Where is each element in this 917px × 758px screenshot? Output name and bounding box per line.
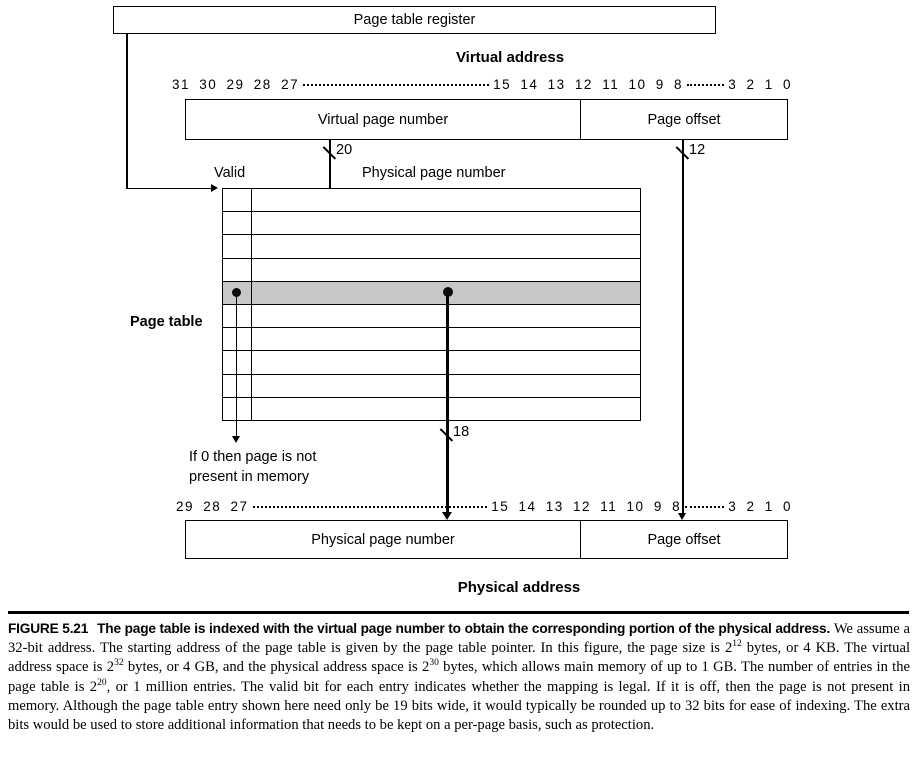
page-table-register-box (113, 6, 716, 34)
valid-bit-line (236, 295, 237, 437)
physical-page-offset-field: Page offset (647, 531, 721, 548)
valid-column-divider (251, 188, 252, 421)
page-table-row (223, 305, 640, 328)
page-table-row-highlighted (223, 282, 640, 305)
vpn-bus-width-label: 20 (336, 142, 353, 158)
figure-caption (8, 619, 910, 735)
virtual-bit-numbers (172, 76, 792, 92)
virtual-page-number-field: Virtual page number (186, 100, 581, 139)
down-arrowhead-icon (678, 513, 686, 520)
physical-page-number-field: Physical page number (186, 521, 581, 558)
page-table-row (223, 259, 640, 282)
virtual-page-offset-field: Page offset (647, 111, 721, 128)
caption-segment: 12 (732, 639, 742, 650)
caption-segment: 30 (429, 658, 439, 669)
physical-bits-high: 29 28 27 (176, 498, 249, 514)
valid-column-label: Valid (214, 165, 246, 181)
dot-leader (303, 84, 489, 86)
physical-address-box (185, 520, 788, 559)
virtual-bits-low: 3 2 1 0 (728, 76, 792, 92)
virtual-address-box (185, 99, 788, 140)
virtual-bits-mid: 15 14 13 12 11 10 9 8 (493, 76, 683, 92)
caption-divider-rule (8, 611, 909, 614)
page-table-row (223, 212, 640, 235)
register-connector-vertical-line (126, 34, 128, 189)
caption-segment: bytes, which allows main memory of up to 1 GB. The number of entries in the page table is 2 (8, 659, 911, 695)
ppn-bus-width-label: 18 (453, 424, 470, 440)
page-table-row (223, 189, 640, 212)
virtual-bits-high: 31 30 29 28 27 (172, 76, 300, 92)
caption-segment: 32 (114, 658, 124, 669)
caption-segment: bytes, or 4 KB. The virtual address space is 2 (8, 640, 910, 676)
caption-segment: , or 1 million entries. The valid bit for each entry indicates whether the mapping is legal. If it is off, then the page is not present in memory. Although the page table entry shown here need only be 19 bits wide, it would typically be rounded up to 32 bits for ease of indexing. The extra bits would be used to store additional information that needs to be kept on a per-page basis, such as protection. (8, 678, 910, 734)
down-arrowhead-icon (232, 436, 240, 443)
valid-zero-note-line1: If 0 then page is not (189, 449, 317, 465)
page-table-row (223, 235, 640, 258)
physical-bit-numbers (176, 498, 792, 514)
virtual-address-title: Virtual address (455, 49, 565, 66)
caption-segment: We assume a 32-bit address. The starting address of the page table is given by the page table pointer. In this figure, the page size is 2 (8, 621, 910, 657)
dot-leader (685, 506, 724, 508)
page-table-row (223, 375, 640, 398)
offset-bus-line (682, 140, 684, 514)
physical-bits-mid: 15 14 13 12 11 10 9 8 (491, 498, 682, 514)
page-table-row (223, 328, 640, 351)
physical-address-title: Physical address (457, 579, 581, 596)
caption-segment: bytes, or 4 GB, and the physical address space is 2 (123, 659, 430, 676)
valid-zero-note (189, 448, 316, 487)
caption-segment: The page table is indexed with the virtual page number to obtain the corresponding portion of the physical address. (97, 621, 834, 636)
page-table-row (223, 351, 640, 374)
page-table-label: Page table (130, 314, 203, 330)
ppn-bus-line (446, 295, 449, 514)
physical-page-number-column-label: Physical page number (362, 165, 506, 181)
offset-bus-width-label: 12 (689, 142, 706, 158)
page-table (222, 188, 641, 421)
dot-leader (687, 84, 724, 86)
page-table-row (223, 398, 640, 420)
register-connector-horizontal-line (126, 188, 212, 190)
dot-leader (253, 506, 488, 508)
caption-segment: 20 (97, 677, 107, 688)
valid-zero-note-line2: present in memory (189, 468, 310, 485)
physical-bits-low: 3 2 1 0 (728, 498, 792, 514)
page-table-register-label: Page table register (353, 12, 476, 28)
right-arrowhead-icon (211, 184, 218, 192)
caption-segment: FIGURE 5.21 (8, 621, 89, 636)
